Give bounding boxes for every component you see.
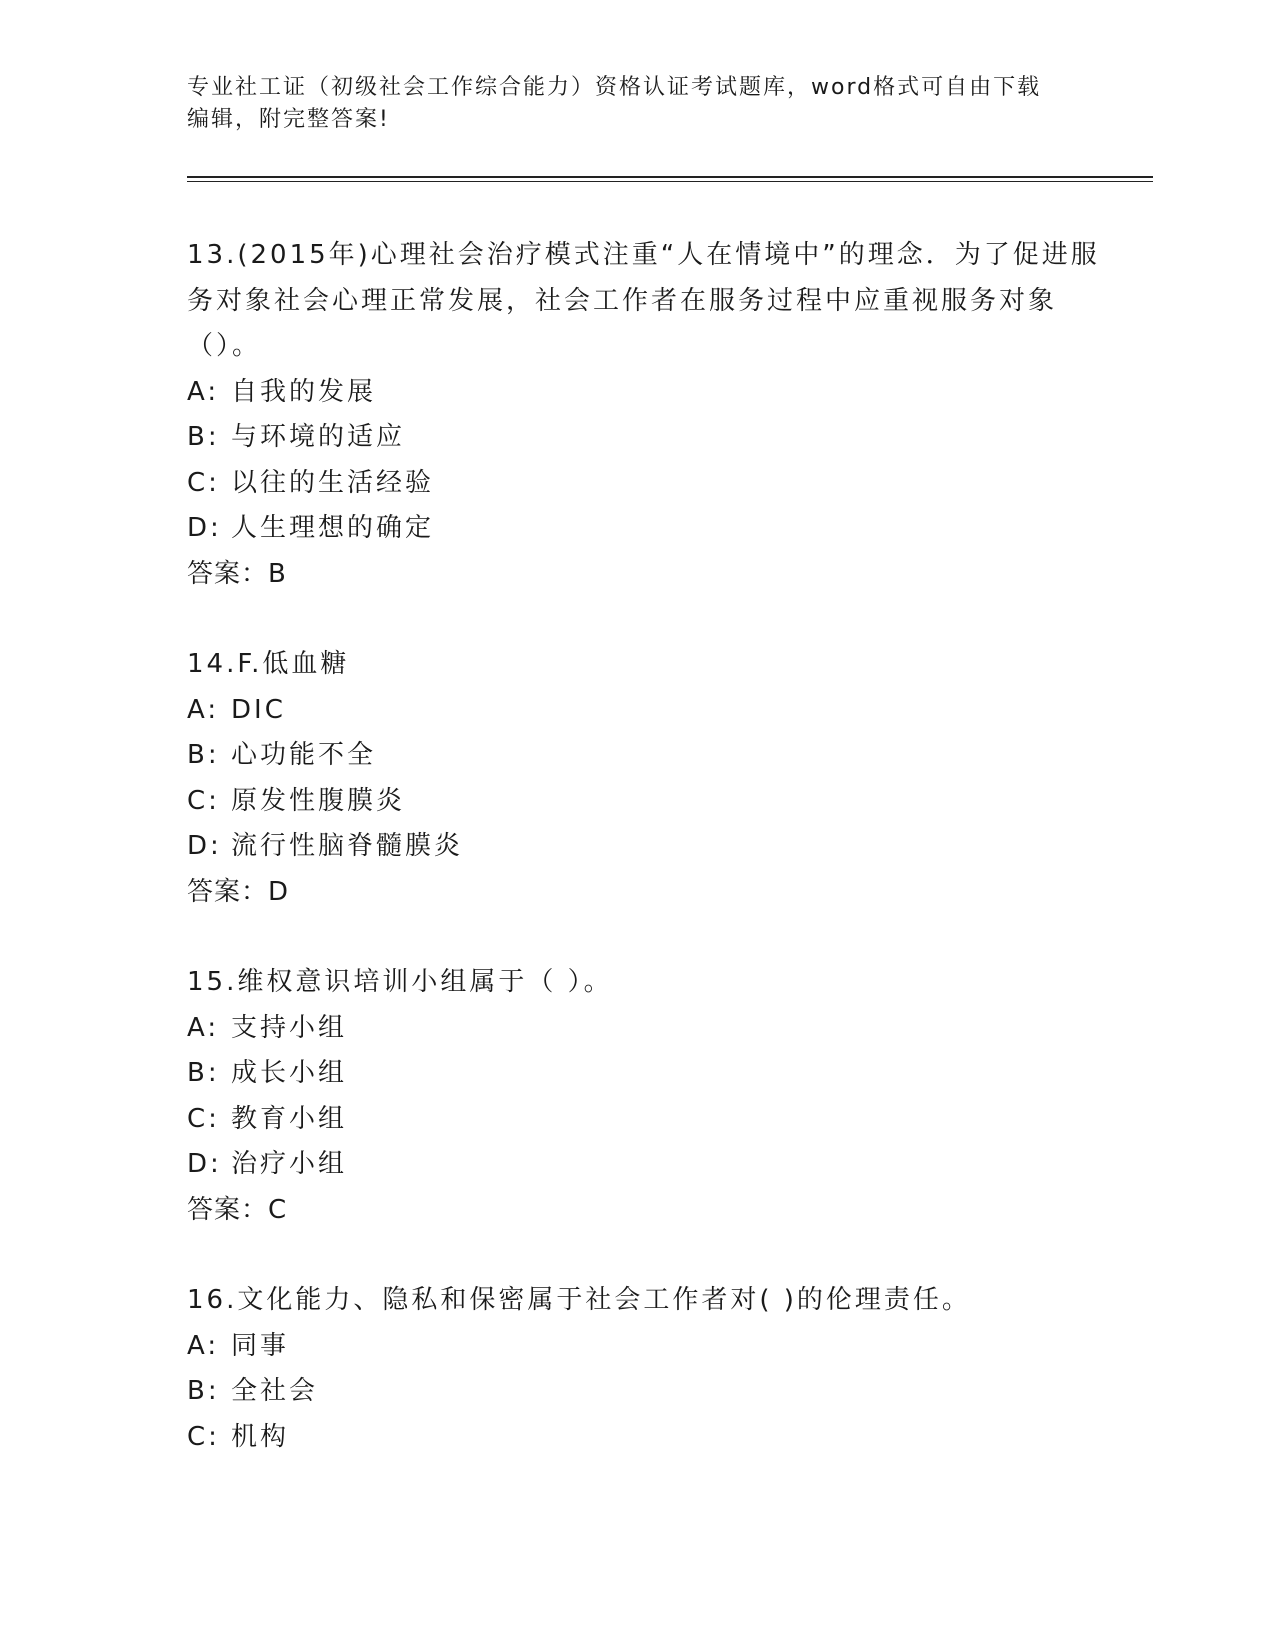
option-text: 以往的生活经验 bbox=[231, 467, 435, 498]
question-13 bbox=[187, 233, 1107, 597]
option-key: A: bbox=[187, 1012, 220, 1043]
option-d bbox=[187, 824, 1107, 870]
option-key: D: bbox=[187, 513, 222, 543]
option-text: DIC bbox=[231, 694, 286, 725]
header-line-1: 专业社工证（初级社会工作综合能力）资格认证考试题库，word格式可自由下载 bbox=[187, 75, 1042, 100]
option-key: C: bbox=[187, 785, 220, 816]
option-b bbox=[187, 1369, 1107, 1415]
option-text: 与环境的适应 bbox=[231, 422, 406, 452]
option-key: D: bbox=[187, 1149, 222, 1179]
question-15 bbox=[187, 960, 1107, 1233]
header-line-2: 编辑，附完整答案! bbox=[187, 107, 390, 132]
option-key: C: bbox=[187, 1103, 220, 1134]
option-key: C: bbox=[187, 1421, 220, 1452]
answer-label: 答案： bbox=[187, 876, 269, 907]
answer-value: D bbox=[268, 876, 289, 907]
option-c bbox=[187, 1415, 1107, 1461]
option-key: C: bbox=[187, 467, 220, 498]
answer-value: B bbox=[268, 558, 286, 589]
question-stem: 13.(2015年)心理社会治疗模式注重“人在情境中”的理念．为了促进服务对象社会心理正常发展，社会工作者在服务过程中应重视服务对象（）。 bbox=[187, 240, 1100, 361]
option-a bbox=[187, 370, 1107, 416]
answer-value: C bbox=[268, 1194, 287, 1225]
option-b bbox=[187, 415, 1107, 461]
option-a bbox=[187, 688, 1107, 734]
question-stem: 14.F.低血糖 bbox=[187, 649, 350, 679]
option-a bbox=[187, 1006, 1107, 1052]
option-b bbox=[187, 1051, 1107, 1097]
document-header bbox=[187, 72, 1067, 136]
question-stem: 15.维权意识培训小组属于（ ）。 bbox=[187, 967, 613, 997]
answer-line bbox=[187, 552, 1107, 598]
option-b bbox=[187, 733, 1107, 779]
answer-label: 答案： bbox=[187, 558, 269, 589]
option-c bbox=[187, 1097, 1107, 1143]
option-key: D: bbox=[187, 831, 222, 861]
answer-label: 答案： bbox=[187, 1194, 269, 1225]
option-text: 原发性腹膜炎 bbox=[231, 785, 406, 816]
option-key: B: bbox=[187, 1058, 220, 1088]
option-text: 人生理想的确定 bbox=[231, 513, 435, 543]
option-text: 流行性脑脊髓膜炎 bbox=[231, 831, 464, 861]
question-16 bbox=[187, 1278, 1107, 1460]
answer-line bbox=[187, 1188, 1107, 1234]
option-a bbox=[187, 1324, 1107, 1370]
option-key: B: bbox=[187, 1376, 220, 1406]
option-text: 支持小组 bbox=[231, 1012, 348, 1043]
option-key: A: bbox=[187, 1330, 220, 1361]
question-14 bbox=[187, 642, 1107, 915]
option-d bbox=[187, 506, 1107, 552]
option-text: 成长小组 bbox=[231, 1058, 348, 1088]
option-c bbox=[187, 779, 1107, 825]
option-text: 治疗小组 bbox=[231, 1149, 348, 1179]
option-key: A: bbox=[187, 376, 220, 407]
option-text: 全社会 bbox=[231, 1376, 319, 1406]
question-list bbox=[187, 233, 1107, 1505]
option-text: 心功能不全 bbox=[231, 740, 377, 770]
option-text: 自我的发展 bbox=[231, 376, 377, 407]
option-text: 教育小组 bbox=[231, 1103, 348, 1134]
option-c bbox=[187, 461, 1107, 507]
option-key: B: bbox=[187, 422, 220, 452]
option-key: A: bbox=[187, 694, 220, 725]
option-text: 机构 bbox=[231, 1421, 290, 1452]
option-key: B: bbox=[187, 740, 220, 770]
option-d bbox=[187, 1142, 1107, 1188]
option-text: 同事 bbox=[231, 1330, 290, 1361]
question-stem: 16.文化能力、隐私和保密属于社会工作者对( )的伦理责任。 bbox=[187, 1285, 971, 1315]
header-divider bbox=[187, 176, 1153, 182]
answer-line bbox=[187, 870, 1107, 916]
